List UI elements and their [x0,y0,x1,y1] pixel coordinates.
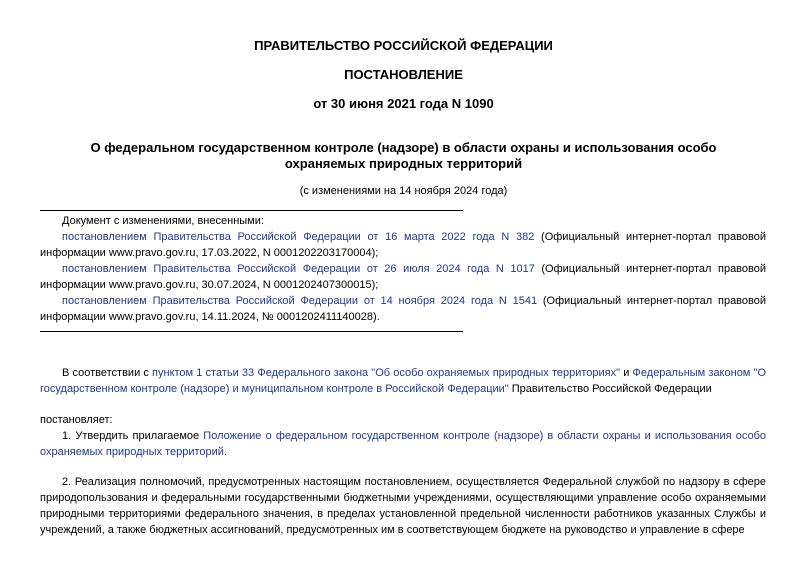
changes-top-rule [40,210,463,211]
change-link-1[interactable]: постановлением Правительства Российской Федерации от 16 марта 2022 года N 382 [62,231,535,243]
changes-block [40,213,766,325]
item-2-paragraph: 2. Реализация полномочий, предусмотренных настоящим постановлением, осуществляется Федеральной службой по надзору в сфере природопользования и федеральными государственными бюджетными учреждениями, осуществляющими управление особо охраняемыми природными территориями федерального значения, в пределах установленной предельной численности работников указанных Службы и учреждений, а также бюджетных ассигнований, предусмотренных им в соответствующем бюджете на руководство и управление в сфере [40,476,766,536]
revision-note: (с изменениями на 14 ноября 2024 года) [299,185,508,197]
change-item [40,261,766,293]
doc-type-heading: ПОСТАНОВЛЕНИЕ [344,67,463,82]
date-number-heading: от 30 июня 2021 года N 1090 [313,96,494,111]
item-1-end: . [223,446,227,458]
government-heading: ПРАВИТЕЛЬСТВО РОССИЙСКОЙ ФЕДЕРАЦИИ [254,38,553,53]
item-1-start: 1. Утвердить прилагаемое [62,430,204,442]
preamble-mid: и [620,367,633,379]
changes-intro: Документ с изменениями, внесенными: [62,215,264,227]
change-link-3[interactable]: постановлением Правительства Российской Федерации от 14 ноября 2024 года N 1541 [62,295,538,307]
change-text-1: (Официальный интернет-портал правовой информации www.pravo.gov.ru, 17.03.2022, N 0001202203170004); [40,231,766,259]
preamble-link-law-2[interactable]: Федеральным законом "О государственном контроле (надзоре) и муниципальном контроле в Российской Федерации" [40,367,766,395]
resolves-line: постановляет: [40,414,113,426]
preamble-end: Правительство Российской Федерации [508,383,712,395]
regulation-link[interactable]: Положение о федеральном государственном контроле (надзоре) в области охраны и использования особо охраняемых природных территорий [40,430,766,458]
change-text-3: (Официальный интернет-портал правовой информации www.pravo.gov.ru, 14.11.2024, № 0001202411140028). [40,295,767,323]
item-1-paragraph [40,428,766,460]
document-title: О федеральном государственном контроле (надзоре) в области охраны и использования особо охраняемых природных территорий [90,140,717,171]
change-link-2[interactable]: постановлением Правительства Российской Федерации от 26 июля 2024 года N 1017 [62,263,535,275]
change-item [40,293,766,325]
change-text-2: (Официальный интернет-портал правовой информации www.pravo.gov.ru, 30.07.2024, N 0001202407300015); [40,263,767,291]
change-item [40,229,766,261]
changes-bottom-rule [40,331,463,332]
preamble-start: В соответствии с [62,367,153,379]
preamble-paragraph [40,365,766,397]
preamble-link-law-1[interactable]: пунктом 1 статьи 33 Федерального закона "Об особо охраняемых природных территориях" [152,367,621,379]
